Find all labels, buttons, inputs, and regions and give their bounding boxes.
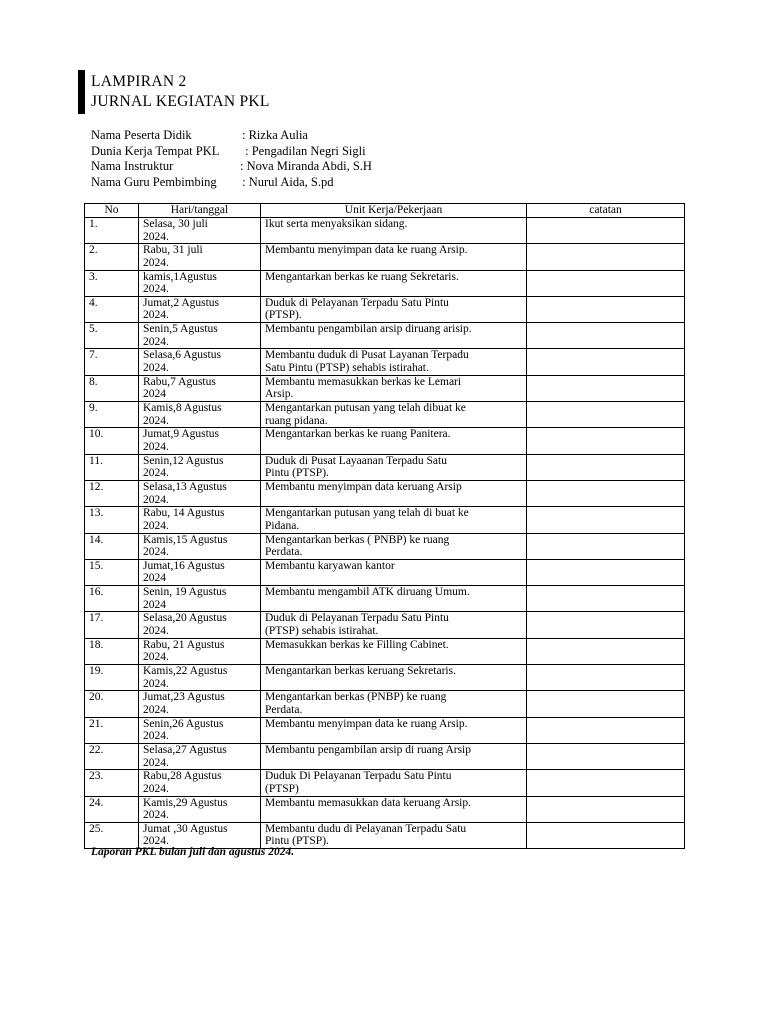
table-row <box>85 665 685 691</box>
info-label: Nama Instruktur <box>91 159 174 173</box>
title-accent-bar <box>78 70 85 114</box>
row-work: Membantu duduk di Pusat Layanan Terpadu Satu Pintu (PTSP) sehabis istirahat. <box>261 349 527 375</box>
row-number: 23. <box>85 770 139 796</box>
row-work: Ikut serta menyaksikan sidang. <box>261 218 527 244</box>
row-note <box>527 270 685 296</box>
row-work: Mengantarkan putusan yang telah di buat ke Pidana. <box>261 507 527 533</box>
table-row <box>85 349 685 375</box>
row-number: 18. <box>85 638 139 664</box>
row-date: Rabu,7 Agustus 2024 <box>139 375 261 401</box>
row-work: Duduk di Pelayanan Terpadu Satu Pintu (PTSP). <box>261 296 527 322</box>
table-body <box>85 218 685 849</box>
table-row <box>85 796 685 822</box>
row-date: Jumat ,30 Agustus 2024. <box>139 822 261 848</box>
row-date: Selasa,6 Agustus 2024. <box>139 349 261 375</box>
row-date: Kamis,8 Agustus 2024. <box>139 402 261 428</box>
col-header-note: catatan <box>527 204 685 218</box>
row-number: 16. <box>85 586 139 612</box>
row-number: 12. <box>85 480 139 506</box>
row-note <box>527 323 685 349</box>
row-note <box>527 665 685 691</box>
row-number: 10. <box>85 428 139 454</box>
row-work: Membantu menyimpan data ke ruang Arsip. <box>261 244 527 270</box>
report-caption: Laporan PKL bulan juli dan agustus 2024. <box>91 846 295 858</box>
row-work: Membantu dudu di Pelayanan Terpadu Satu Pintu (PTSP). <box>261 822 527 848</box>
row-note <box>527 454 685 480</box>
row-work: Mengantarkan berkas ke ruang Sekretaris. <box>261 270 527 296</box>
row-number: 13. <box>85 507 139 533</box>
info-label: Dunia Kerja Tempat PKL <box>91 143 220 158</box>
row-date: Kamis,29 Agustus 2024. <box>139 796 261 822</box>
row-note <box>527 717 685 743</box>
row-number: 11. <box>85 454 139 480</box>
heading-line-1: LAMPIRAN 2 <box>91 73 187 90</box>
row-number: 5. <box>85 323 139 349</box>
row-note <box>527 244 685 270</box>
row-date: Kamis,22 Agustus 2024. <box>139 665 261 691</box>
row-date: Kamis,15 Agustus 2024. <box>139 533 261 559</box>
row-date: Senin,5 Agustus 2024. <box>139 323 261 349</box>
table-row <box>85 533 685 559</box>
row-work: Duduk Di Pelayanan Terpadu Satu Pintu (PTSP) <box>261 770 527 796</box>
row-date: Senin, 19 Agustus 2024 <box>139 586 261 612</box>
row-date: Jumat,16 Agustus 2024 <box>139 559 261 585</box>
row-work: Mengantarkan berkas (PNBP) ke ruang Perdata. <box>261 691 527 717</box>
row-note <box>527 796 685 822</box>
row-date: Jumat,23 Agustus 2024. <box>139 691 261 717</box>
row-date: Selasa,13 Agustus 2024. <box>139 480 261 506</box>
row-number: 15. <box>85 559 139 585</box>
table-row <box>85 296 685 322</box>
row-work: Membantu pengambilan arsip di ruang Arsip <box>261 743 527 769</box>
row-number: 7. <box>85 349 139 375</box>
row-date: Selasa, 30 juli 2024. <box>139 218 261 244</box>
row-number: 21. <box>85 717 139 743</box>
row-work: Duduk di Pelayanan Terpadu Satu Pintu (PTSP) sehabis istirahat. <box>261 612 527 638</box>
table-row <box>85 822 685 848</box>
row-note <box>527 612 685 638</box>
info-label: Nama Guru Pembimbing <box>91 174 217 189</box>
table-row <box>85 691 685 717</box>
row-number: 9. <box>85 402 139 428</box>
table-row <box>85 743 685 769</box>
row-note <box>527 586 685 612</box>
row-number: 19. <box>85 665 139 691</box>
table-row <box>85 770 685 796</box>
row-note <box>527 691 685 717</box>
row-note <box>527 559 685 585</box>
row-note <box>527 533 685 559</box>
activity-journal-table <box>84 203 685 849</box>
row-note <box>527 296 685 322</box>
table-row <box>85 270 685 296</box>
row-work: Memasukkan berkas ke Filling Cabinet. <box>261 638 527 664</box>
row-work: Membantu karyawan kantor <box>261 559 527 585</box>
col-header-no: No <box>85 204 139 218</box>
col-header-date: Hari/tanggal <box>139 204 261 218</box>
row-note <box>527 480 685 506</box>
row-date: Selasa,27 Agustus 2024. <box>139 743 261 769</box>
table-row <box>85 559 685 585</box>
row-date: Rabu, 14 Agustus 2024. <box>139 507 261 533</box>
document-heading <box>91 72 270 112</box>
row-date: Senin,26 Agustus 2024. <box>139 717 261 743</box>
table-row <box>85 586 685 612</box>
row-number: 1. <box>85 218 139 244</box>
row-number: 3. <box>85 270 139 296</box>
row-date: Selasa,20 Agustus 2024. <box>139 612 261 638</box>
row-date: Senin,12 Agustus 2024. <box>139 454 261 480</box>
row-number: 8. <box>85 375 139 401</box>
row-number: 14. <box>85 533 139 559</box>
info-value: : Pengadilan Negri Sigli <box>242 143 366 158</box>
table-row <box>85 402 685 428</box>
row-work: Membantu pengambilan arsip diruang arisip. <box>261 323 527 349</box>
table-row <box>85 454 685 480</box>
row-note <box>527 638 685 664</box>
table-row <box>85 612 685 638</box>
row-note <box>527 428 685 454</box>
row-work: Membantu menyimpan data keruang Arsip <box>261 480 527 506</box>
row-number: 17. <box>85 612 139 638</box>
row-work: Membantu mengambil ATK diruang Umum. <box>261 586 527 612</box>
table-row <box>85 244 685 270</box>
table-row <box>85 428 685 454</box>
heading-line-2: JURNAL KEGIATAN PKL <box>91 93 270 110</box>
row-note <box>527 770 685 796</box>
row-note <box>527 743 685 769</box>
row-work: Mengantarkan putusan yang telah dibuat ke ruang pidana. <box>261 402 527 428</box>
info-value: : Nova Miranda Abdi, S.H <box>240 159 372 173</box>
row-number: 4. <box>85 296 139 322</box>
row-number: 24. <box>85 796 139 822</box>
row-work: Duduk di Pusat Layaanan Terpadu Satu Pintu (PTSP). <box>261 454 527 480</box>
col-header-work: Unit Kerja/Pekerjaan <box>261 204 527 218</box>
table-header-row <box>85 204 685 218</box>
row-date: Rabu, 21 Agustus 2024. <box>139 638 261 664</box>
row-number: 25. <box>85 822 139 848</box>
row-note <box>527 349 685 375</box>
table-row <box>85 323 685 349</box>
row-date: Rabu,28 Agustus 2024. <box>139 770 261 796</box>
row-date: Jumat,2 Agustus 2024. <box>139 296 261 322</box>
table-row <box>85 638 685 664</box>
row-number: 2. <box>85 244 139 270</box>
row-work: Membantu memasukkan berkas ke Lemari Arsip. <box>261 375 527 401</box>
info-value: : Nurul Aida, S.pd <box>239 174 334 189</box>
row-work: Mengantarkan berkas ( PNBP) ke ruang Perdata. <box>261 533 527 559</box>
row-date: Rabu, 31 juli 2024. <box>139 244 261 270</box>
table-row <box>85 717 685 743</box>
row-work: Mengantarkan berkas ke ruang Panitera. <box>261 428 527 454</box>
row-work: Membantu memasukkan data keruang Arsip. <box>261 796 527 822</box>
row-note <box>527 218 685 244</box>
info-label: Nama Peserta Didik <box>91 128 192 142</box>
row-work: Mengantarkan berkas keruang Sekretaris. <box>261 665 527 691</box>
row-number: 20. <box>85 691 139 717</box>
row-note <box>527 822 685 848</box>
table-row <box>85 480 685 506</box>
row-note <box>527 375 685 401</box>
row-date: Jumat,9 Agustus 2024. <box>139 428 261 454</box>
row-note <box>527 507 685 533</box>
row-number: 22. <box>85 743 139 769</box>
table-row <box>85 375 685 401</box>
info-value: : Rizka Aulia <box>242 128 308 142</box>
row-work: Membantu menyimpan data ke ruang Arsip. <box>261 717 527 743</box>
row-note <box>527 402 685 428</box>
table-row <box>85 507 685 533</box>
row-date: kamis,1Agustus 2024. <box>139 270 261 296</box>
table-row <box>85 218 685 244</box>
